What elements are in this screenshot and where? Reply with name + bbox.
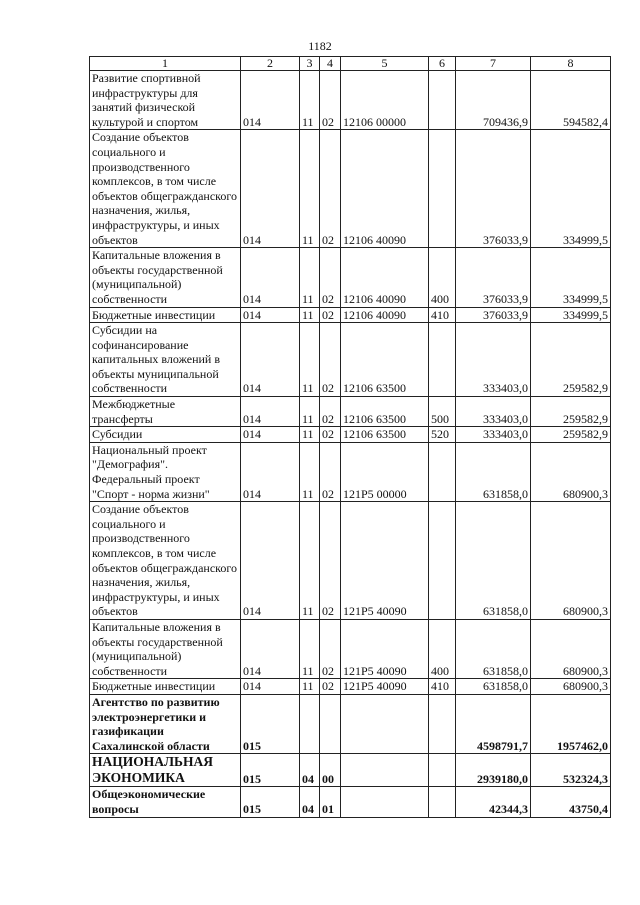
cell-amount-2: 334999,5 (531, 307, 611, 323)
cell-section: 11 (300, 130, 320, 248)
cell-subsection: 02 (320, 427, 341, 443)
cell-section: 04 (300, 754, 320, 787)
cell-ministry: 015 (241, 694, 300, 753)
cell-target-article: 12106 40090 (341, 248, 429, 307)
cell-ministry: 014 (241, 679, 300, 695)
table-row (90, 442, 611, 501)
column-header: 8 (531, 57, 611, 71)
cell-subsection: 02 (320, 130, 341, 248)
cell-expense-type: 520 (429, 427, 456, 443)
table-row (90, 248, 611, 307)
cell-amount-1: 4598791,7 (456, 694, 531, 753)
header-row (90, 57, 611, 71)
cell-amount-1: 376033,9 (456, 307, 531, 323)
cell-amount-1: 42344,3 (456, 787, 531, 817)
cell-amount-1: 631858,0 (456, 442, 531, 501)
cell-section: 11 (300, 619, 320, 678)
cell-subsection: 00 (320, 754, 341, 787)
cell-subsection: 02 (320, 323, 341, 397)
cell-target-article: 12106 63500 (341, 397, 429, 427)
cell-target-article: 121P5 40090 (341, 619, 429, 678)
cell-section: 11 (300, 442, 320, 501)
row-name: Субсидии (90, 427, 241, 443)
cell-target-article: 12106 63500 (341, 427, 429, 443)
row-name: Создание объектов социального и производственного комплексов, в том числе объектов общегражданского назначения, жилья, инфраструктуры, и иных объектов (90, 502, 241, 620)
cell-amount-1: 631858,0 (456, 619, 531, 678)
cell-expense-type (429, 130, 456, 248)
cell-subsection: 02 (320, 679, 341, 695)
table-row (90, 679, 611, 695)
cell-amount-2: 259582,9 (531, 397, 611, 427)
cell-expense-type (429, 502, 456, 620)
cell-section: 11 (300, 397, 320, 427)
row-name: Межбюджетные трансферты (90, 397, 241, 427)
cell-amount-1: 333403,0 (456, 323, 531, 397)
cell-expense-type (429, 694, 456, 753)
cell-target-article: 121P5 00000 (341, 442, 429, 501)
cell-subsection: 02 (320, 307, 341, 323)
cell-amount-2: 680900,3 (531, 502, 611, 620)
column-header: 3 (300, 57, 320, 71)
cell-amount-1: 376033,9 (456, 130, 531, 248)
table-row (90, 397, 611, 427)
row-name: Развитие спортивной инфраструктуры для занятий физической культурой и спортом (90, 71, 241, 130)
cell-ministry: 014 (241, 427, 300, 443)
cell-section: 11 (300, 679, 320, 695)
row-name: Субсидии на софинансирование капитальных вложений в объекты муниципальной собственности (90, 323, 241, 397)
table-row (90, 307, 611, 323)
row-name: Бюджетные инвестиции (90, 307, 241, 323)
cell-subsection: 02 (320, 619, 341, 678)
cell-amount-1: 333403,0 (456, 427, 531, 443)
cell-amount-2: 532324,3 (531, 754, 611, 787)
cell-subsection: 02 (320, 442, 341, 501)
cell-amount-2: 680900,3 (531, 619, 611, 678)
table-row (90, 323, 611, 397)
cell-section: 11 (300, 323, 320, 397)
cell-target-article (341, 787, 429, 817)
cell-amount-2: 680900,3 (531, 679, 611, 695)
cell-amount-1: 631858,0 (456, 679, 531, 695)
table-row (90, 130, 611, 248)
column-header: 2 (241, 57, 300, 71)
cell-target-article (341, 754, 429, 787)
row-name: Агентство по развитию электроэнергетики и газификации Сахалинской области (90, 694, 241, 753)
cell-amount-1: 2939180,0 (456, 754, 531, 787)
cell-amount-2: 259582,9 (531, 323, 611, 397)
column-header: 7 (456, 57, 531, 71)
cell-amount-2: 680900,3 (531, 442, 611, 501)
cell-ministry: 014 (241, 323, 300, 397)
cell-section: 11 (300, 307, 320, 323)
cell-ministry: 014 (241, 442, 300, 501)
table-row (90, 427, 611, 443)
cell-expense-type: 400 (429, 619, 456, 678)
cell-ministry: 014 (241, 307, 300, 323)
row-name: Бюджетные инвестиции (90, 679, 241, 695)
cell-ministry: 014 (241, 397, 300, 427)
column-header: 5 (341, 57, 429, 71)
column-header: 4 (320, 57, 341, 71)
cell-target-article: 12106 40090 (341, 130, 429, 248)
cell-subsection: 02 (320, 397, 341, 427)
cell-expense-type: 400 (429, 248, 456, 307)
row-name: Национальный проект "Демография". Федеральный проект "Спорт - норма жизни" (90, 442, 241, 501)
cell-ministry: 014 (241, 248, 300, 307)
cell-target-article: 12106 00000 (341, 71, 429, 130)
cell-amount-1: 333403,0 (456, 397, 531, 427)
cell-expense-type (429, 71, 456, 130)
cell-amount-2: 259582,9 (531, 427, 611, 443)
cell-target-article (341, 694, 429, 753)
page-number: 1182 (308, 39, 332, 53)
cell-section: 04 (300, 787, 320, 817)
cell-ministry: 014 (241, 502, 300, 620)
table-row (90, 619, 611, 678)
cell-section: 11 (300, 71, 320, 130)
cell-target-article: 121P5 40090 (341, 502, 429, 620)
cell-target-article: 121P5 40090 (341, 679, 429, 695)
cell-subsection: 02 (320, 502, 341, 620)
cell-target-article: 12106 63500 (341, 323, 429, 397)
row-name: НАЦИОНАЛЬНАЯ ЭКОНОМИКА (90, 754, 241, 787)
cell-expense-type (429, 787, 456, 817)
cell-ministry: 014 (241, 619, 300, 678)
table-row (90, 754, 611, 787)
cell-ministry: 014 (241, 71, 300, 130)
column-header: 6 (429, 57, 456, 71)
cell-amount-2: 1957462,0 (531, 694, 611, 753)
row-name: Капитальные вложения в объекты государственной (муниципальной) собственности (90, 619, 241, 678)
cell-subsection: 01 (320, 787, 341, 817)
cell-section: 11 (300, 502, 320, 620)
cell-expense-type (429, 323, 456, 397)
cell-section: 11 (300, 248, 320, 307)
table-row (90, 502, 611, 620)
cell-target-article: 12106 40090 (341, 307, 429, 323)
cell-amount-2: 594582,4 (531, 71, 611, 130)
cell-expense-type (429, 442, 456, 501)
table-row (90, 694, 611, 753)
cell-expense-type: 410 (429, 679, 456, 695)
row-name: Капитальные вложения в объекты государственной (муниципальной) собственности (90, 248, 241, 307)
row-name: Создание объектов социального и производственного комплексов, в том числе объектов общегражданского назначения, жилья, инфраструктуры, и иных объектов (90, 130, 241, 248)
cell-amount-2: 43750,4 (531, 787, 611, 817)
cell-subsection: 02 (320, 71, 341, 130)
cell-subsection (320, 694, 341, 753)
row-name: Общеэкономические вопросы (90, 787, 241, 817)
cell-amount-2: 334999,5 (531, 130, 611, 248)
cell-amount-1: 631858,0 (456, 502, 531, 620)
cell-section: 11 (300, 427, 320, 443)
cell-ministry: 015 (241, 754, 300, 787)
budget-table (89, 56, 611, 818)
cell-expense-type: 500 (429, 397, 456, 427)
cell-section (300, 694, 320, 753)
table-row (90, 71, 611, 130)
cell-ministry: 015 (241, 787, 300, 817)
cell-ministry: 014 (241, 130, 300, 248)
cell-subsection: 02 (320, 248, 341, 307)
table-row (90, 787, 611, 817)
cell-amount-1: 376033,9 (456, 248, 531, 307)
cell-expense-type (429, 754, 456, 787)
column-header: 1 (90, 57, 241, 71)
cell-expense-type: 410 (429, 307, 456, 323)
cell-amount-2: 334999,5 (531, 248, 611, 307)
cell-amount-1: 709436,9 (456, 71, 531, 130)
